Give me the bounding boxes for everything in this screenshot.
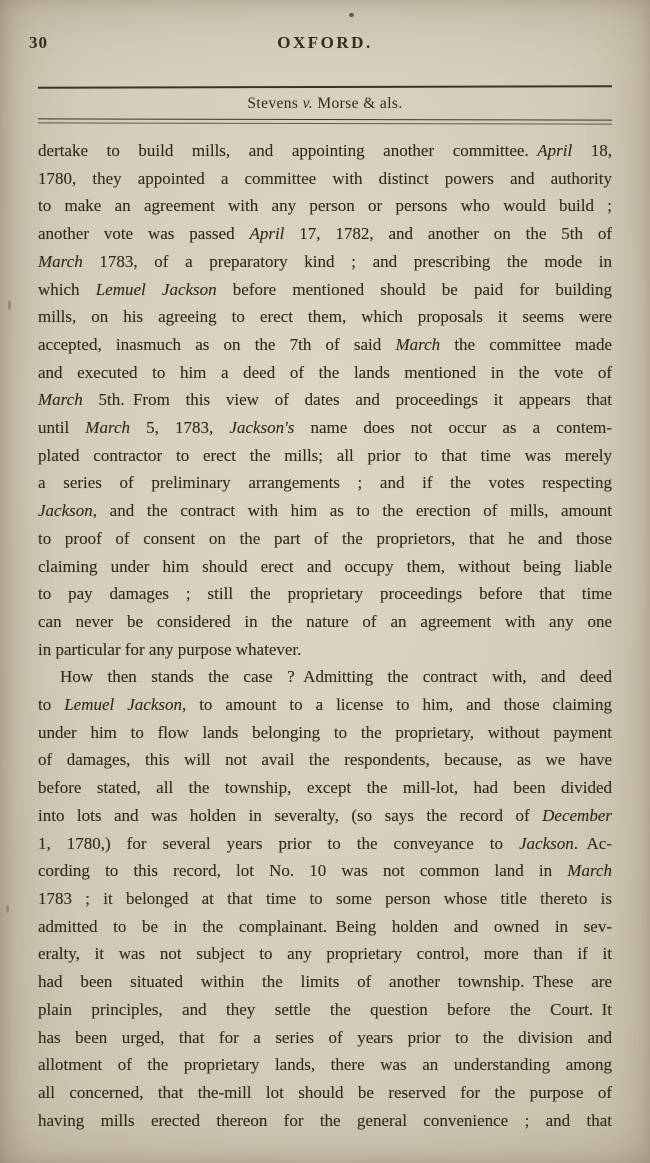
scan-edge-mark [6,905,9,913]
body-text: having mills erected thereon for the general convenience ; and that [38,1110,612,1130]
body-text: Morse & als. [313,95,403,112]
italic-text: April [249,224,285,244]
text-line [38,331,612,359]
text-line [38,857,612,885]
body-text: another vote was passed [38,224,250,244]
italic-text: Lemuel Jackson [95,279,217,299]
divider-rule-top [38,85,612,89]
text-line [38,1024,612,1052]
body-text: dertake to build mills, and appointing another committee. [38,141,538,160]
text-line [38,386,612,414]
body-text: mills, on his agreeing to erect them, which proposals it seems were [38,307,612,327]
case-caption [38,95,612,113]
body-text: all concerned, that the-mill lot should be reserved for the purpose of [38,1082,612,1102]
body-text: claiming under him should erect and occupy them, without being liable [38,556,612,576]
text-line [38,830,612,858]
body-text: name does not occur as a contem- [294,418,613,438]
text-line [38,442,612,470]
italic-text: March [567,861,612,881]
body-text: the committee made [440,334,612,354]
text-line [38,996,612,1024]
body-text: plain principles, and they settle the question before the Court. It [38,999,612,1019]
running-head: OXFORD. [277,33,373,52]
body-text: to make an agreement with any person or persons who would build ; [38,196,612,216]
text-line [38,303,612,331]
italic-text: March [85,418,130,438]
text-line [38,359,612,387]
text-line [38,276,612,304]
text-line [38,885,612,913]
body-text: 1783, of a preparatory kind ; and prescribing the mode in [82,251,612,271]
body-text: has been urged, that for a series of years prior to the division and [38,1027,612,1047]
text-line [38,691,612,719]
italic-text: Lemuel Jackson [64,695,182,715]
body-text: in particular for any purpose whatever. [38,639,302,659]
text-line [38,525,612,553]
text-line [38,553,612,581]
italic-text: Jackson [519,833,574,853]
body-text: plated contractor to erect the mills; all prior to that time was merely [38,445,612,465]
body-text: admitted to be in the complainant. Being holden and owned in sev- [38,916,612,936]
body-text: eralty, it was not subject to any proprietary control, more than if it [38,944,612,964]
body-text: to [38,695,65,715]
text-line [38,137,612,165]
text-line [38,1051,612,1079]
text-line [38,1107,612,1135]
text-line [38,719,612,747]
body-text: . Ac- [573,833,612,853]
text-line [38,414,612,442]
text-line [38,248,612,276]
ink-speck [349,13,354,17]
body-text: of damages, this will not avail the respondents, because, as we have [38,750,612,770]
body-text: before stated, all the township, except the mill-lot, had been divided [38,778,612,798]
body-text: accepted, inasmuch as on the 7th of said [38,334,396,354]
italic-text: Jackson's [229,418,295,438]
body-text: , to amount to a license to him, and those claiming [181,695,612,715]
scan-edge-mark [8,300,11,310]
italic-text: April [537,141,573,160]
italic-text: v. [302,95,314,112]
body-text: until [38,418,86,438]
italic-text: March [38,251,83,271]
text-line [38,774,612,802]
italic-text: March [38,390,83,410]
page-number: 30 [29,33,48,52]
body-text: 18, [572,141,612,160]
body-text: a series of preliminary arrangements ; and if the votes respecting [38,473,612,493]
text-line [38,165,612,193]
body-text: , and the contract with him as to the erection of mills, amount [92,501,612,521]
text-line [38,968,612,996]
text-line [38,469,612,497]
body-text: and executed to him a deed of the lands mentioned in the vote of [38,362,612,382]
page-header [29,33,612,53]
body-text: 5, 1783, [130,418,230,438]
page-body [38,137,612,1134]
body-text: under him to flow lands belonging to the proprietary, without payment [38,722,612,742]
text-line [38,220,612,248]
body-text: into lots and was holden in severalty, (so says the record of [38,805,543,825]
text-line [38,580,612,608]
body-text: 17, 1782, and another on the 5th of [284,224,612,244]
text-line [38,663,612,691]
body-text: 1780, they appointed a committee with distinct powers and authority [38,168,612,188]
body-text: How then stands the case ? Admitting the contract with, and deed [60,667,612,687]
italic-text: March [395,334,441,354]
body-text: 1783 ; it belonged at that time to some person whose title thereto is [38,888,612,908]
divider-rule-bottom [38,118,612,124]
text-line [38,913,612,941]
body-text: before mentioned should be paid for building [216,279,612,299]
body-text: allotment of the proprietary lands, there was an understanding among [38,1055,612,1075]
text-line [38,608,612,636]
body-text: to proof of consent on the part of the proprietors, that he and those [38,528,612,548]
body-text: 5th. From this view of dates and proceedings it appears that [82,390,612,410]
italic-text: December [542,805,612,825]
text-line [38,636,612,664]
body-text: had been situated within the limits of another township. These are [38,972,612,992]
text-line [38,1079,612,1107]
body-text: Stevens [247,95,303,112]
text-line [38,746,612,774]
body-text: can never be considered in the nature of an agreement with any one [38,611,612,631]
body-text: cording to this record, lot No. 10 was not common land in [38,861,568,881]
text-line [38,802,612,830]
italic-text: Jackson [38,501,93,521]
text-line [38,940,612,968]
body-text: 1, 1780,) for several years prior to the conveyance to [38,833,519,853]
text-line [38,497,612,525]
body-text: which [38,279,96,299]
body-text: to pay damages ; still the proprietary proceedings before that time [38,584,612,604]
text-line [38,192,612,220]
